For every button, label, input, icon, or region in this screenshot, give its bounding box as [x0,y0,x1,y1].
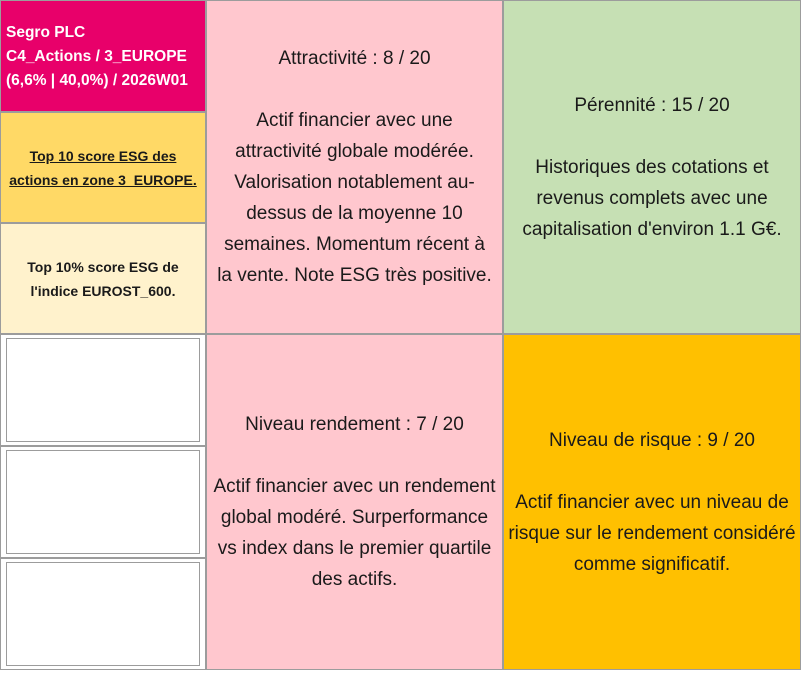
attractivite-title: Attractivité : 8 / 20 [278,48,431,69]
risque-panel [503,334,801,670]
asset-header-text [6,21,188,93]
attractivite-description: Actif financier avec une attractivité globale modérée. Valorisation notablement au-dessus de la moyenne 10 semaines. Momentum récent à la vente. Note ESG très positive. [217,110,492,286]
esg-top10-zone-badge [0,112,206,223]
perennite-description: Historiques des cotations et revenus complets avec une capitalisation d'environ 1.1 G€. [522,156,782,240]
empty-slot-3 [0,558,206,670]
risque-title: Niveau de risque : 9 / 20 [549,429,755,451]
empty-slot-frame [6,562,200,666]
asset-header-card [0,0,206,112]
empty-slot-frame [6,450,200,554]
attractivite-panel [206,0,503,334]
esg-top10pct-index-badge [0,223,206,334]
asset-category: C4_Actions / 3_EUROPE [6,48,187,65]
rendement-panel [206,334,503,670]
risque-description: Actif financier avec un niveau de risque sur le rendement considéré comme significatif. [508,491,796,575]
empty-slot-1 [0,334,206,446]
rendement-description: Actif financier avec un rendement global modéré. Surperformance vs index dans le premier quartile des actifs. [213,476,496,590]
rendement-title: Niveau rendement : 7 / 20 [245,414,464,435]
esg-top10-zone-text: Top 10 score ESG des actions en zone 3_EUROPE. [9,147,197,188]
esg-top10pct-index-text: Top 10% score ESG de l'indice EUROST_600. [27,258,179,299]
perennite-panel [503,0,801,334]
asset-name: Segro PLC [6,24,86,41]
empty-slot-2 [0,446,206,558]
empty-slot-frame [6,338,200,442]
asset-weights-period: (6,6% | 40,0%) / 2026W01 [6,72,188,89]
perennite-title: Pérennité : 15 / 20 [574,94,730,116]
